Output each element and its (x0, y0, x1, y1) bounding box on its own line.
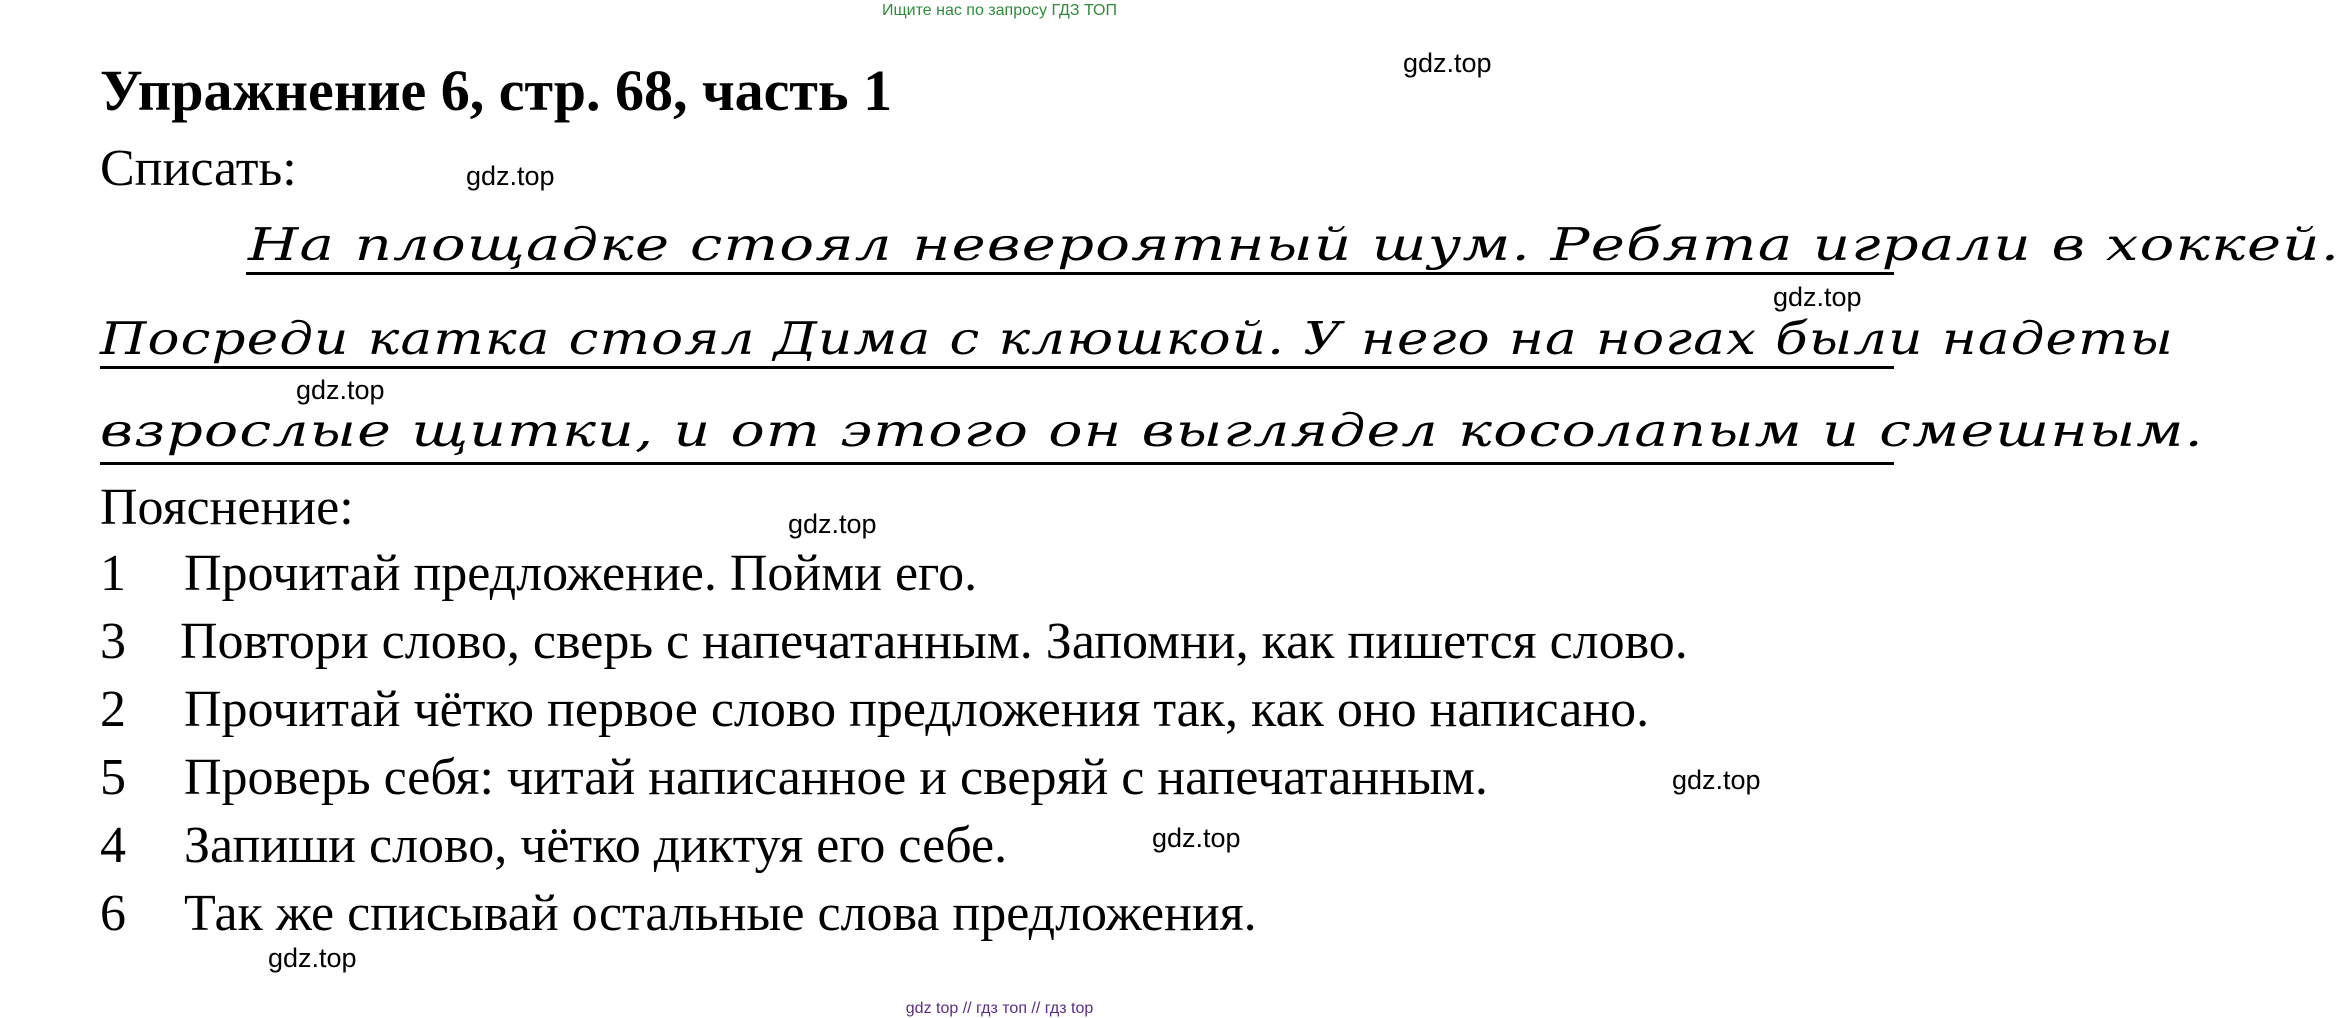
step-item (100, 749, 1488, 806)
step-item (100, 681, 1650, 738)
step-text: Так же списывай остальные слова предложения. (184, 885, 1257, 942)
handwriting-line-1: На площадке стоял невероятный шум. Ребята играли в хоккей. (248, 218, 2340, 271)
step-number: 2 (100, 681, 126, 738)
top-banner: Ищите нас по запросу ГДЗ ТОП (882, 2, 1117, 19)
underline-2 (100, 366, 1894, 369)
copy-label: Списать: (100, 140, 297, 197)
step-text: Запиши слово, чётко диктуя его себе. (184, 817, 1008, 874)
step-number: 4 (100, 817, 126, 874)
explanation-label: Пояснение: (100, 479, 354, 536)
step-number: 3 (100, 613, 126, 670)
step-item (100, 885, 1257, 942)
watermark: gdz.top (1773, 282, 1862, 312)
step-item (100, 613, 1688, 670)
exercise-title: Упражнение 6, стр. 68, часть 1 (100, 58, 893, 123)
step-number: 1 (100, 545, 126, 602)
step-text: Прочитай чётко первое слово предложения так, как оно написано. (184, 681, 1650, 738)
watermark: gdz.top (1672, 765, 1761, 795)
handwriting-line-3: взрослые щитки, и от этого он выглядел косолапым и смешным. (100, 404, 2204, 457)
step-text: Проверь себя: читай написанное и сверяй с напечатанным. (184, 749, 1488, 806)
watermark: gdz.top (466, 161, 555, 191)
underline-3 (100, 462, 1894, 465)
step-number: 6 (100, 885, 126, 942)
watermark: gdz.top (1403, 48, 1492, 78)
step-item (100, 545, 978, 602)
step-text: Прочитай предложение. Пойми его. (184, 545, 978, 602)
underline-1 (246, 272, 1894, 275)
watermark: gdz.top (788, 509, 877, 539)
watermark: gdz.top (268, 943, 357, 973)
watermark: gdz.top (1152, 823, 1241, 853)
footer-text: gdz top // гдз топ // гдз top (905, 1000, 1094, 1017)
step-text: Повтори слово, сверь с напечатанным. Запомни, как пишется слово. (180, 613, 1688, 670)
step-item (100, 817, 1008, 874)
watermark: gdz.top (296, 375, 385, 405)
handwriting-line-2: Посреди катка стоял Дима с клюшкой. У него на ногах были надеты (100, 312, 2175, 365)
step-number: 5 (100, 749, 126, 806)
